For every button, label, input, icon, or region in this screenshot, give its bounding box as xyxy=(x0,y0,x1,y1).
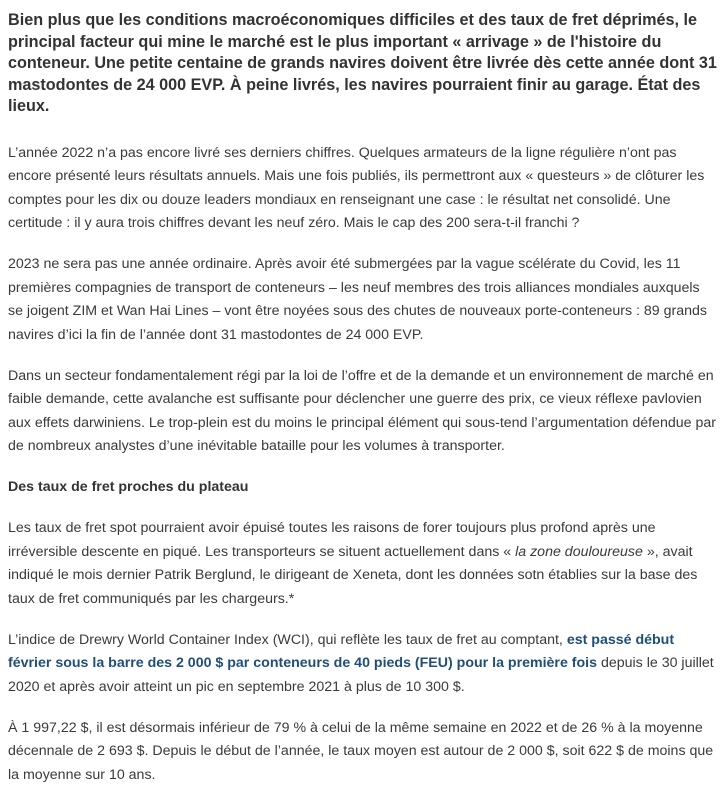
paragraph-6: À 1 997,22 $, il est désormais inférieur de 79 % à celui de la même semaine en 2022 et de 26 % à la moyenne décennale de 2 693 $. Depuis le début de l’année, le taux moyen est autour de 2 000 $, soit 622 $ de moins que la moyenne sur 10 ans. xyxy=(8,717,717,787)
paragraph-3: Dans un secteur fondamentalement régi par la loi de l’offre et de la demande et un environnement de marché en faible demande, cette avalanche est suffisante pour déclencher une guerre des prix, ce vieux réflexe pavlovien aux effets darwiniens. Le trop-plein est du moins le principal élément qui sous-tend l’argumentation défendue par de nombreux analystes d’une inévitable bataille pour les volumes à transporter. xyxy=(8,365,717,459)
section-heading: Des taux de fret proches du plateau xyxy=(8,476,717,500)
paragraph-2: 2023 ne sera pas une année ordinaire. Après avoir été submergées par la vague scélérate du Covid, les 11 premières compagnies de transport de conteneurs – les neuf membres des trois alliances mondiales auxquels se joigent ZIM et Wan Hai Lines – vont être noyées sous des chutes de nouveaux porte-conteneurs : 89 grands navires d’ici la fin de l’année dont 31 mastodontes de 24 000 EVP. xyxy=(8,253,717,347)
paragraph-4-italic-quote: la zone douloureuse xyxy=(515,544,643,560)
paragraph-5-text-start: L’indice de Drewry World Container Index (WCI), qui reflète les taux de fret au comptant, xyxy=(8,632,567,648)
paragraph-4 xyxy=(8,517,717,611)
paragraph-5-highlight-link[interactable]: est passé début février sous la barre des 2 000 $ par conteneurs de 40 pieds (FEU) pour la première fois xyxy=(8,632,674,672)
article-lead: Bien plus que les conditions macroéconomiques difficiles et des taux de fret déprimés, le principal facteur qui mine le marché est le plus important « arrivage » de l'histoire du conteneur. Une petite centaine de grands navires doivent être livrée dès cette année dont 31 mastodontes de 24 000 EVP. À peine livrés, les navires pourraient finir au garage. État des lieux. xyxy=(8,10,717,118)
paragraph-1: L’année 2022 n’a pas encore livré ses derniers chiffres. Quelques armateurs de la ligne régulière n’ont pas encore présenté leurs résultats annuels. Mais une fois publiés, ils permettront aux « questeurs » de clôturer les comptes pour les dix ou douze leaders mondiaux en renseignant une case : le résultat net consolidé. Une certitude : il y aura trois chiffres devant les neuf zéro. Mais le cap des 200 sera-t-il franchi ? xyxy=(8,142,717,236)
paragraph-4-text-end: », avait indiqué le mois dernier Patrik Berglund, le dirigeant de Xeneta, dont les données sotn établies sur la base des taux de fret communiqués par les chargeurs.* xyxy=(8,544,697,607)
paragraph-5 xyxy=(8,629,717,700)
paragraph-5-text-end: depuis le 30 juillet 2020 et après avoir atteint un pic en septembre 2021 à plus de 10 300 $. xyxy=(8,655,714,695)
paragraph-4-text-start: Les taux de fret spot pourraient avoir épuisé toutes les raisons de forer toujours plus profond après une irréversible descente en piqué. Les transporteurs se situent actuellement dans « xyxy=(8,520,656,560)
